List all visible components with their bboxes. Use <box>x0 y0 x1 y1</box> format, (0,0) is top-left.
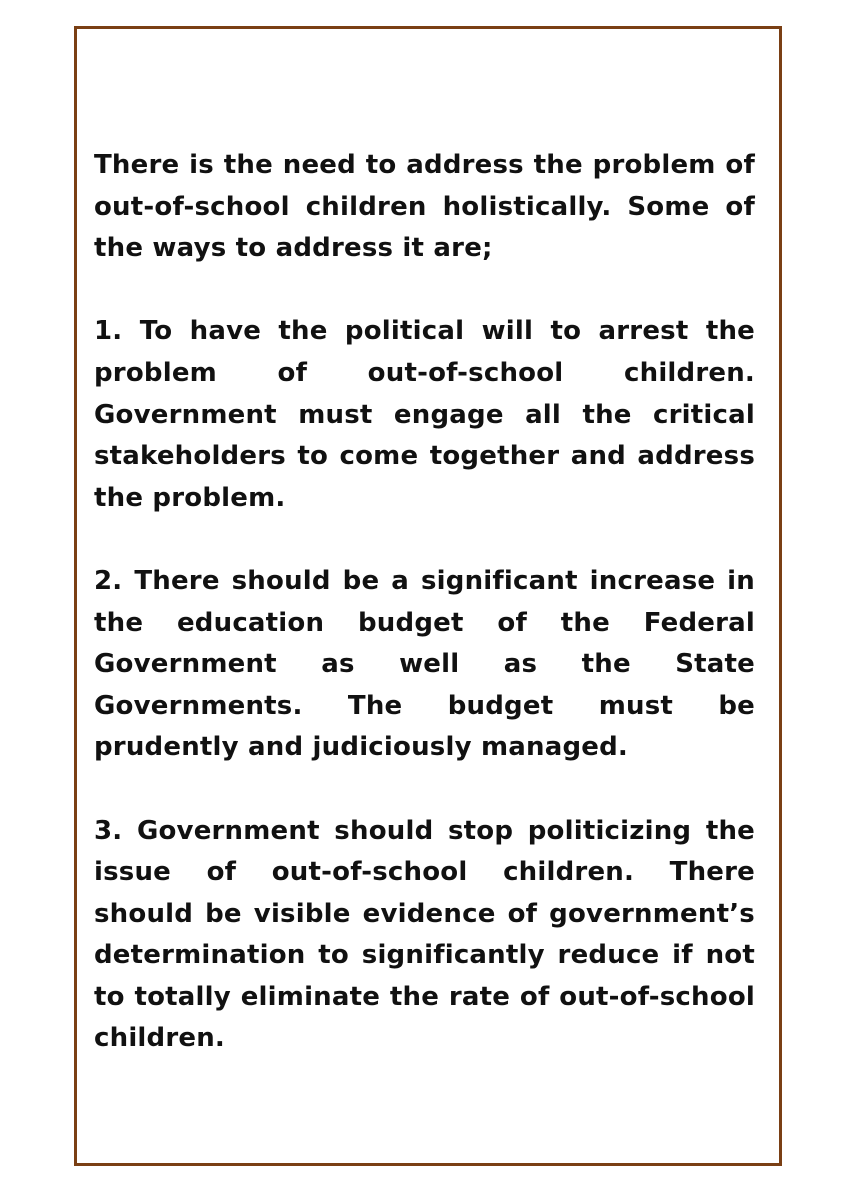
point-3-paragraph: 3. Government should stop politicizing the issue of out-of-school children. There should be visible evidence of government’s determination to significantly reduce if not to totally eliminate the rate of out-of-school children. <box>94 815 755 1054</box>
document-body <box>94 145 755 1060</box>
point-2-paragraph: 2. There should be a significant increase in the education budget of the Federal Government as well as the State Governments. The budget must be prudently and judiciously managed. <box>94 565 755 763</box>
intro-paragraph: There is the need to address the problem of out-of-school children holistically. Some of the ways to address it are; <box>94 150 755 264</box>
point-1-paragraph: 1. To have the political will to arrest the problem of out-of-school children. Government must engage all the critical stakeholders to come together and address the problem. <box>94 316 755 513</box>
